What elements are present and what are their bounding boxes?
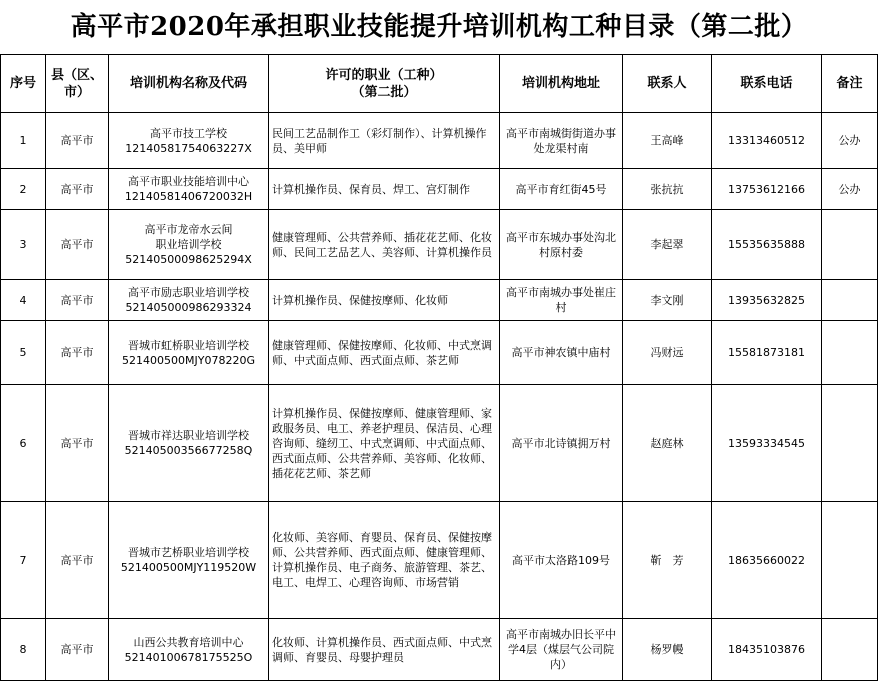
row-jobs: 民间工艺品制作工（彩灯制作）、计算机操作员、美甲师 bbox=[269, 113, 500, 169]
row-contact: 张抗抗 bbox=[623, 169, 712, 210]
row-county: 高平市 bbox=[46, 169, 109, 210]
row-org-name: 晋城市艺桥职业培训学校 521400500MJY119520W bbox=[109, 502, 269, 619]
row-note: 公办 bbox=[822, 113, 878, 169]
row-org-name: 山西公共教育培训中心 52140100678175525O bbox=[109, 619, 269, 681]
row-address: 高平市南城街街道办事处龙渠村南 bbox=[500, 113, 623, 169]
header-row bbox=[1, 55, 878, 113]
row-county: 高平市 bbox=[46, 113, 109, 169]
table-row bbox=[1, 321, 878, 385]
row-jobs: 化妆师、美容师、育婴员、保育员、保健按摩师、公共营养师、西式面点师、健康管理师、计算机操作员、电子商务、旅游管理、茶艺、电工、电焊工、心理咨询师、市场营销 bbox=[269, 502, 500, 619]
row-jobs: 健康管理师、公共营养师、插花花艺师、化妆师、民间工艺品艺人、美容师、计算机操作员 bbox=[269, 210, 500, 280]
row-number: 3 bbox=[1, 210, 46, 280]
row-number: 6 bbox=[1, 385, 46, 502]
row-address: 高平市神农镇中庙村 bbox=[500, 321, 623, 385]
row-number: 7 bbox=[1, 502, 46, 619]
directory-table bbox=[0, 54, 878, 681]
row-number: 8 bbox=[1, 619, 46, 681]
row-phone: 13753612166 bbox=[712, 169, 822, 210]
row-note: 公办 bbox=[822, 169, 878, 210]
row-org-name: 高平市职业技能培训中心 12140581406720032H bbox=[109, 169, 269, 210]
row-county: 高平市 bbox=[46, 210, 109, 280]
row-phone: 18635660022 bbox=[712, 502, 822, 619]
table-row bbox=[1, 385, 878, 502]
table-row bbox=[1, 619, 878, 681]
row-note bbox=[822, 502, 878, 619]
row-number: 4 bbox=[1, 280, 46, 321]
row-contact: 赵庭林 bbox=[623, 385, 712, 502]
row-org-name: 晋城市祥达职业培训学校 52140500356677258Q bbox=[109, 385, 269, 502]
header-county: 县（区、市） bbox=[46, 55, 109, 113]
header-phone: 联系电话 bbox=[712, 55, 822, 113]
row-address: 高平市育红街45号 bbox=[500, 169, 623, 210]
row-contact: 杨罗幔 bbox=[623, 619, 712, 681]
row-phone: 13935632825 bbox=[712, 280, 822, 321]
header-no: 序号 bbox=[1, 55, 46, 113]
table-row bbox=[1, 113, 878, 169]
header-org: 培训机构名称及代码 bbox=[109, 55, 269, 113]
row-number: 2 bbox=[1, 169, 46, 210]
row-note bbox=[822, 385, 878, 502]
header-address: 培训机构地址 bbox=[500, 55, 623, 113]
row-address: 高平市东城办事处沟北村原村委 bbox=[500, 210, 623, 280]
row-phone: 13313460512 bbox=[712, 113, 822, 169]
row-note bbox=[822, 619, 878, 681]
header-jobs: 许可的职业（工种） （第二批） bbox=[269, 55, 500, 113]
row-number: 1 bbox=[1, 113, 46, 169]
row-number: 5 bbox=[1, 321, 46, 385]
row-jobs: 计算机操作员、保健按摩师、化妆师 bbox=[269, 280, 500, 321]
row-org-name: 高平市龙帝水云间 职业培训学校 52140500098625294X bbox=[109, 210, 269, 280]
header-contact: 联系人 bbox=[623, 55, 712, 113]
row-contact: 李起翠 bbox=[623, 210, 712, 280]
row-address: 高平市南城办旧长平中学4层（煤层气公司院内） bbox=[500, 619, 623, 681]
row-contact: 王高峰 bbox=[623, 113, 712, 169]
row-phone: 13593334545 bbox=[712, 385, 822, 502]
row-jobs: 健康管理师、保健按摩师、化妆师、中式烹调师、中式面点师、西式面点师、茶艺师 bbox=[269, 321, 500, 385]
header-note: 备注 bbox=[822, 55, 878, 113]
row-county: 高平市 bbox=[46, 385, 109, 502]
row-county: 高平市 bbox=[46, 502, 109, 619]
table-row bbox=[1, 502, 878, 619]
row-jobs: 化妆师、计算机操作员、西式面点师、中式烹调师、育婴员、母婴护理员 bbox=[269, 619, 500, 681]
row-jobs: 计算机操作员、保健按摩师、健康管理师、家政服务员、电工、养老护理员、保洁员、心理咨询师、缝纫工、中式烹调师、中式面点师、西式面点师、公共营养师、美容师、化妆师、插花花艺师、茶艺师 bbox=[269, 385, 500, 502]
row-contact: 李文刚 bbox=[623, 280, 712, 321]
row-phone: 15535635888 bbox=[712, 210, 822, 280]
row-phone: 18435103876 bbox=[712, 619, 822, 681]
row-note bbox=[822, 210, 878, 280]
row-org-name: 晋城市虹桥职业培训学校 521400500MJY078220G bbox=[109, 321, 269, 385]
row-contact: 靳 芳 bbox=[623, 502, 712, 619]
row-county: 高平市 bbox=[46, 619, 109, 681]
page-title: 高平市2020年承担职业技能提升培训机构工种目录（第二批） bbox=[70, 12, 808, 42]
row-county: 高平市 bbox=[46, 321, 109, 385]
table-row bbox=[1, 169, 878, 210]
row-phone: 15581873181 bbox=[712, 321, 822, 385]
table-row bbox=[1, 210, 878, 280]
row-org-name: 高平市技工学校 12140581754063227X bbox=[109, 113, 269, 169]
row-org-name: 高平市励志职业培训学校 521405000986293324 bbox=[109, 280, 269, 321]
row-address: 高平市北诗镇拥万村 bbox=[500, 385, 623, 502]
row-note bbox=[822, 280, 878, 321]
row-address: 高平市太洛路109号 bbox=[500, 502, 623, 619]
row-contact: 冯财远 bbox=[623, 321, 712, 385]
row-jobs: 计算机操作员、保育员、焊工、宫灯制作 bbox=[269, 169, 500, 210]
row-address: 高平市南城办事处崔庄村 bbox=[500, 280, 623, 321]
row-county: 高平市 bbox=[46, 280, 109, 321]
table-row bbox=[1, 280, 878, 321]
row-note bbox=[822, 321, 878, 385]
